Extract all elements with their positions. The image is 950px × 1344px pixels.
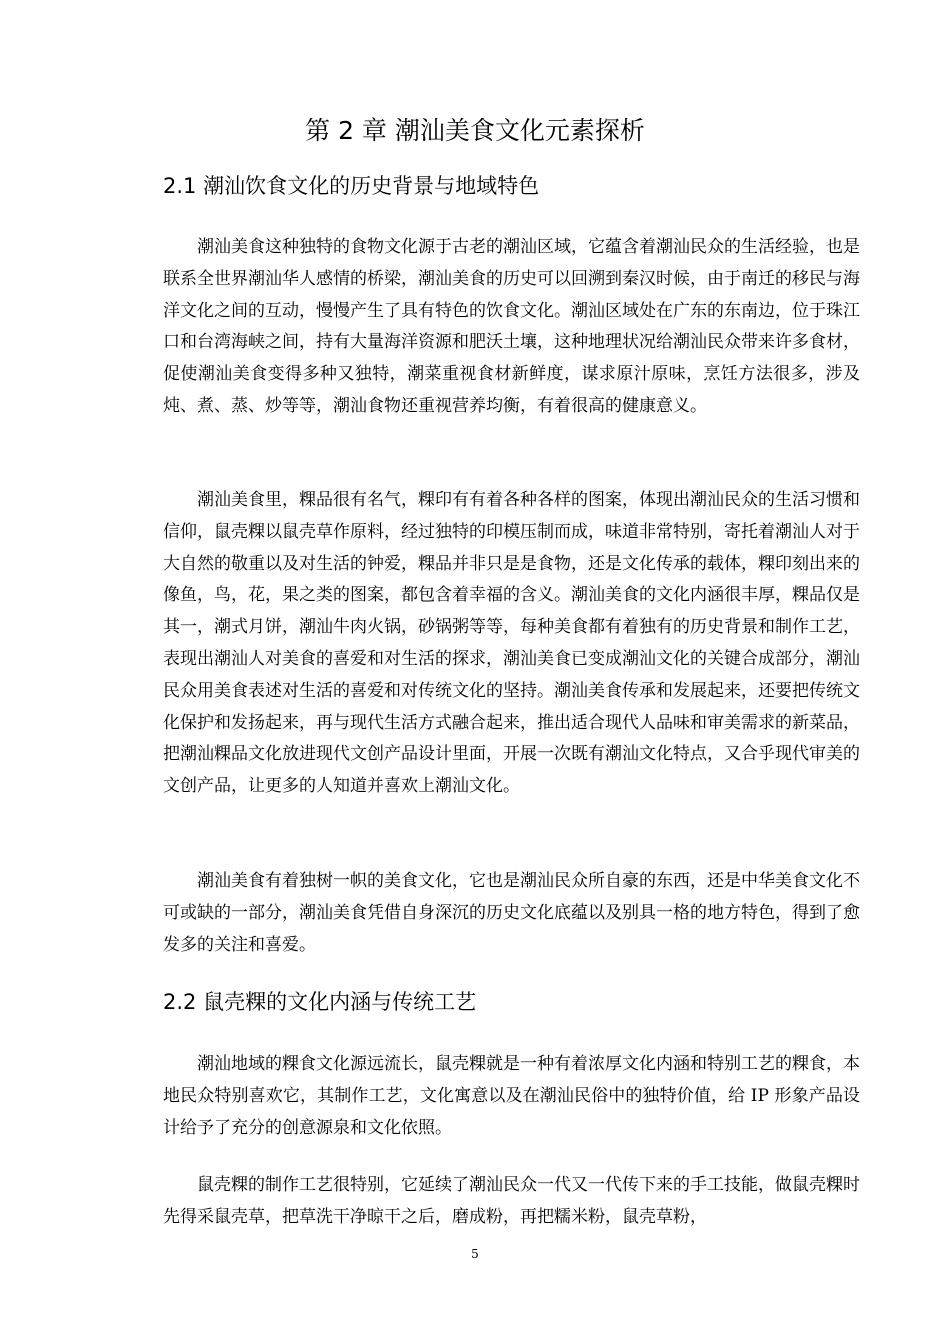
paragraph-2-1-2: 潮汕美食里，粿品很有名气，粿印有有着各种各样的图案，体现出潮汕民众的生活习惯和信仰，鼠壳粿以鼠壳草作原料，经过独特的印模压制而成，味道非常特别，寄托着潮汕人对于大自然的敬重以及对生活的钟爱，粿品并非只是是食物，还是文化传承的载体，粿印刻出来的像鱼，鸟，花，果之类的图案，都包含着幸福的含义。潮汕美食的文化内涵很丰厚，粿品仅是其一，潮式月饼，潮汕牛肉火锅，砂锅粥等等，每种美食都有着独有的历史背景和制作工艺，表现出潮汕人对美食的喜爱和对生活的探求，潮汕美食已变成潮汕文化的关键合成部分，潮汕民众用美食表述对生活的喜爱和对传统文化的坚持。潮汕美食传承和发展起来，还要把传统文化保护和发扬起来，再与现代生活方式融合起来，推出适合现代人品味和审美需求的新菜品，把潮汕粿品文化放进现代文创产品设计里面，开展一次既有潮汕文化特点，又合乎现代审美的文创产品，让更多的人知道并喜欢上潮汕文化。	[163, 490, 860, 797]
section-heading-2-1: 2.1 潮汕饮食文化的历史背景与地域特色	[163, 174, 540, 198]
page-number: 5	[471, 1247, 479, 1261]
paragraph-2-2-1: 潮汕地域的粿食文化源远流长，鼠壳粿就是一种有着浓厚文化内涵和特别工艺的粿食，本地民众特别喜欢它，其制作工艺，文化寓意以及在潮汕民俗中的独特价值，给 IP 形象产品设计给予了充分的创意源泉和文化依照。	[163, 1054, 860, 1138]
paragraph-2-2-2: 鼠壳粿的制作工艺很特别，它延续了潮汕民众一代又一代传下来的手工技能，做鼠壳粿时先得采鼠壳草，把草洗干净晾干之后，磨成粉，再把糯米粉，鼠壳草粉，	[163, 1175, 860, 1227]
paragraph-2-1-3: 潮汕美食有着独树一帜的美食文化，它也是潮汕民众所自豪的东西，还是中华美食文化不可或缺的一部分，潮汕美食凭借自身深沉的历史文化底蕴以及别具一格的地方特色，得到了愈发多的关注和喜爱。	[163, 871, 860, 955]
chapter-title: 第 2 章 潮汕美食文化元素探析	[305, 116, 645, 145]
section-heading-2-2: 2.2 鼠壳粿的文化内涵与传统工艺	[163, 990, 477, 1014]
paragraph-2-1-1: 潮汕美食这种独特的食物文化源于古老的潮汕区域，它蕴含着潮汕民众的生活经验，也是联系全世界潮汕华人感情的桥梁，潮汕美食的历史可以回溯到秦汉时候，由于南迁的移民与海洋文化之间的互动，慢慢产生了具有特色的饮食文化。潮汕区域处在广东的东南边，位于珠江口和台湾海峡之间，持有大量海洋资源和肥沃土壤，这种地理状况给潮汕民众带来许多食材，促使潮汕美食变得多种又独特，潮菜重视食材新鲜度，谋求原汁原味，烹饪方法很多，涉及炖、煮、蒸、炒等等，潮汕食物还重视营养均衡，有着很高的健康意义。	[163, 237, 860, 416]
